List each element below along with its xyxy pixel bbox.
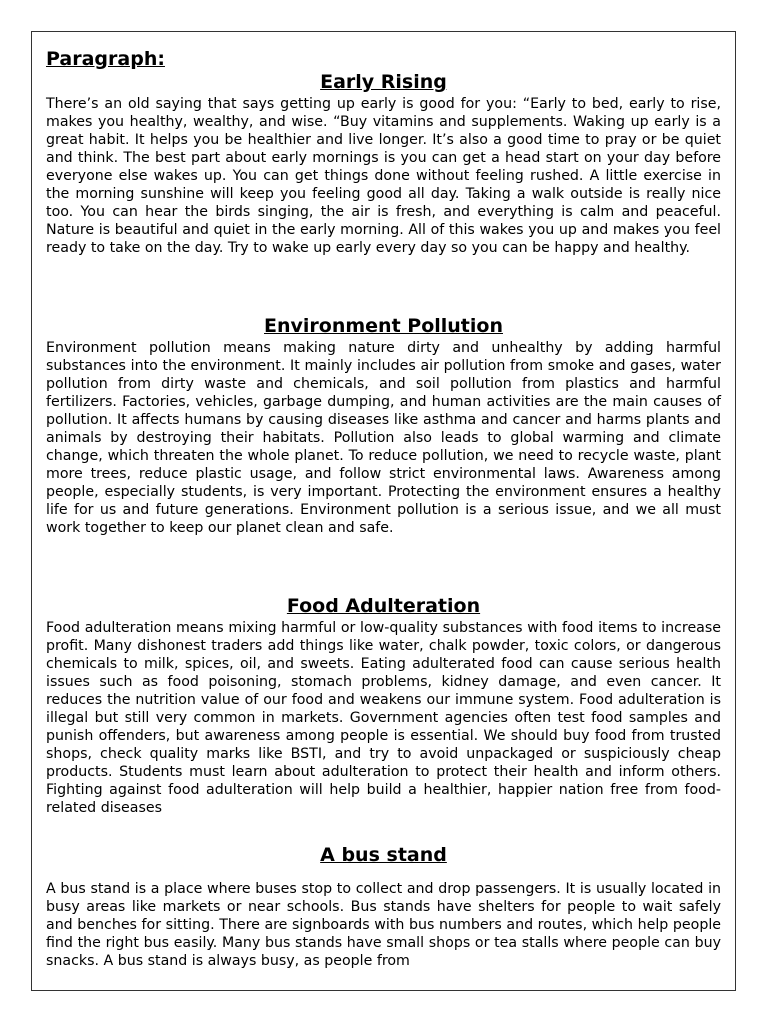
section-body-environment-pollution: Environment pollution means making nature dirty and unhealthy by adding harmful substances into the environment. It mainly includes air pollution from smoke and gases, water pollution from dirty waste and chemicals, and soil pollution from plastics and harmful fertilizers. Factories, vehicles, garbage dumping, and human activities are the main causes of pollution. It affects humans by causing diseases like asthma and cancer and harms plants and animals by destroying their habitats. Pollution also leads to global warming and climate change, which threaten the whole planet. To reduce pollution, we need to recycle waste, plant more trees, reduce plastic usage, and follow strict environmental laws. Awareness among people, especially students, is very important. Protecting the environment ensures a healthy life for us and future generations. Environment pollution is a serious issue, and we all must work together to keep our planet clean and safe.: [46, 340, 721, 536]
section-body-food-adulteration: Food adulteration means mixing harmful or low-quality substances with food items to increase profit. Many dishonest traders add things like water, chalk powder, toxic colors, or dangerous chemicals to milk, spices, oil, and sweets. Eating adulterated food can cause serious health issues such as food poisoning, stomach problems, kidney damage, and even cancer. It reduces the nutrition value of our food and weakens our immune system. Food adulteration is illegal but still very common in markets. Government agencies often test food samples and punish offenders, but awareness among people is essential. We should buy food from trusted shops, check quality marks like BSTI, and try to avoid unpackaged or suspiciously cheap products. Students must learn about adulteration to protect their health and inform others. Fighting against food adulteration will help build a healthier, happier nation free from food-related diseases: [46, 620, 721, 816]
document-label: Paragraph:: [46, 48, 165, 70]
document-page: [31, 31, 736, 991]
section-title-early-rising: Early Rising: [320, 71, 447, 93]
section-body-early-rising: There’s an old saying that says getting up early is good for you: “Early to bed, early to rise, makes you healthy, wealthy, and wise. “Buy vitamins and supplements. Waking up early is a great habit. It helps you be healthier and live longer. It’s also a good time to pray or be quiet and think. The best part about early mornings is you can get a head start on your day before everyone else wakes up. You can get things done without feeling rushed. A little exercise in the morning sunshine will keep you feeling good all day. Taking a walk outside is really nice too. You can hear the birds singing, the air is fresh, and everything is calm and peaceful. Nature is beautiful and quiet in the early morning. All of this wakes you up and makes you feel ready to take on the day. Try to wake up early every day so you can be happy and healthy.: [46, 96, 721, 256]
section-title-environment-pollution: Environment Pollution: [264, 315, 503, 337]
section-body-bus-stand: A bus stand is a place where buses stop to collect and drop passengers. It is usually located in busy areas like markets or near schools. Bus stands have shelters for people to wait safely and benches for sitting. There are signboards with bus numbers and routes, which help people find the right bus easily. Many bus stands have small shops or tea stalls where people can buy snacks. A bus stand is always busy, as people from: [46, 881, 721, 969]
section-title-bus-stand: A bus stand: [320, 844, 447, 866]
section-title-food-adulteration: Food Adulteration: [286, 595, 481, 617]
